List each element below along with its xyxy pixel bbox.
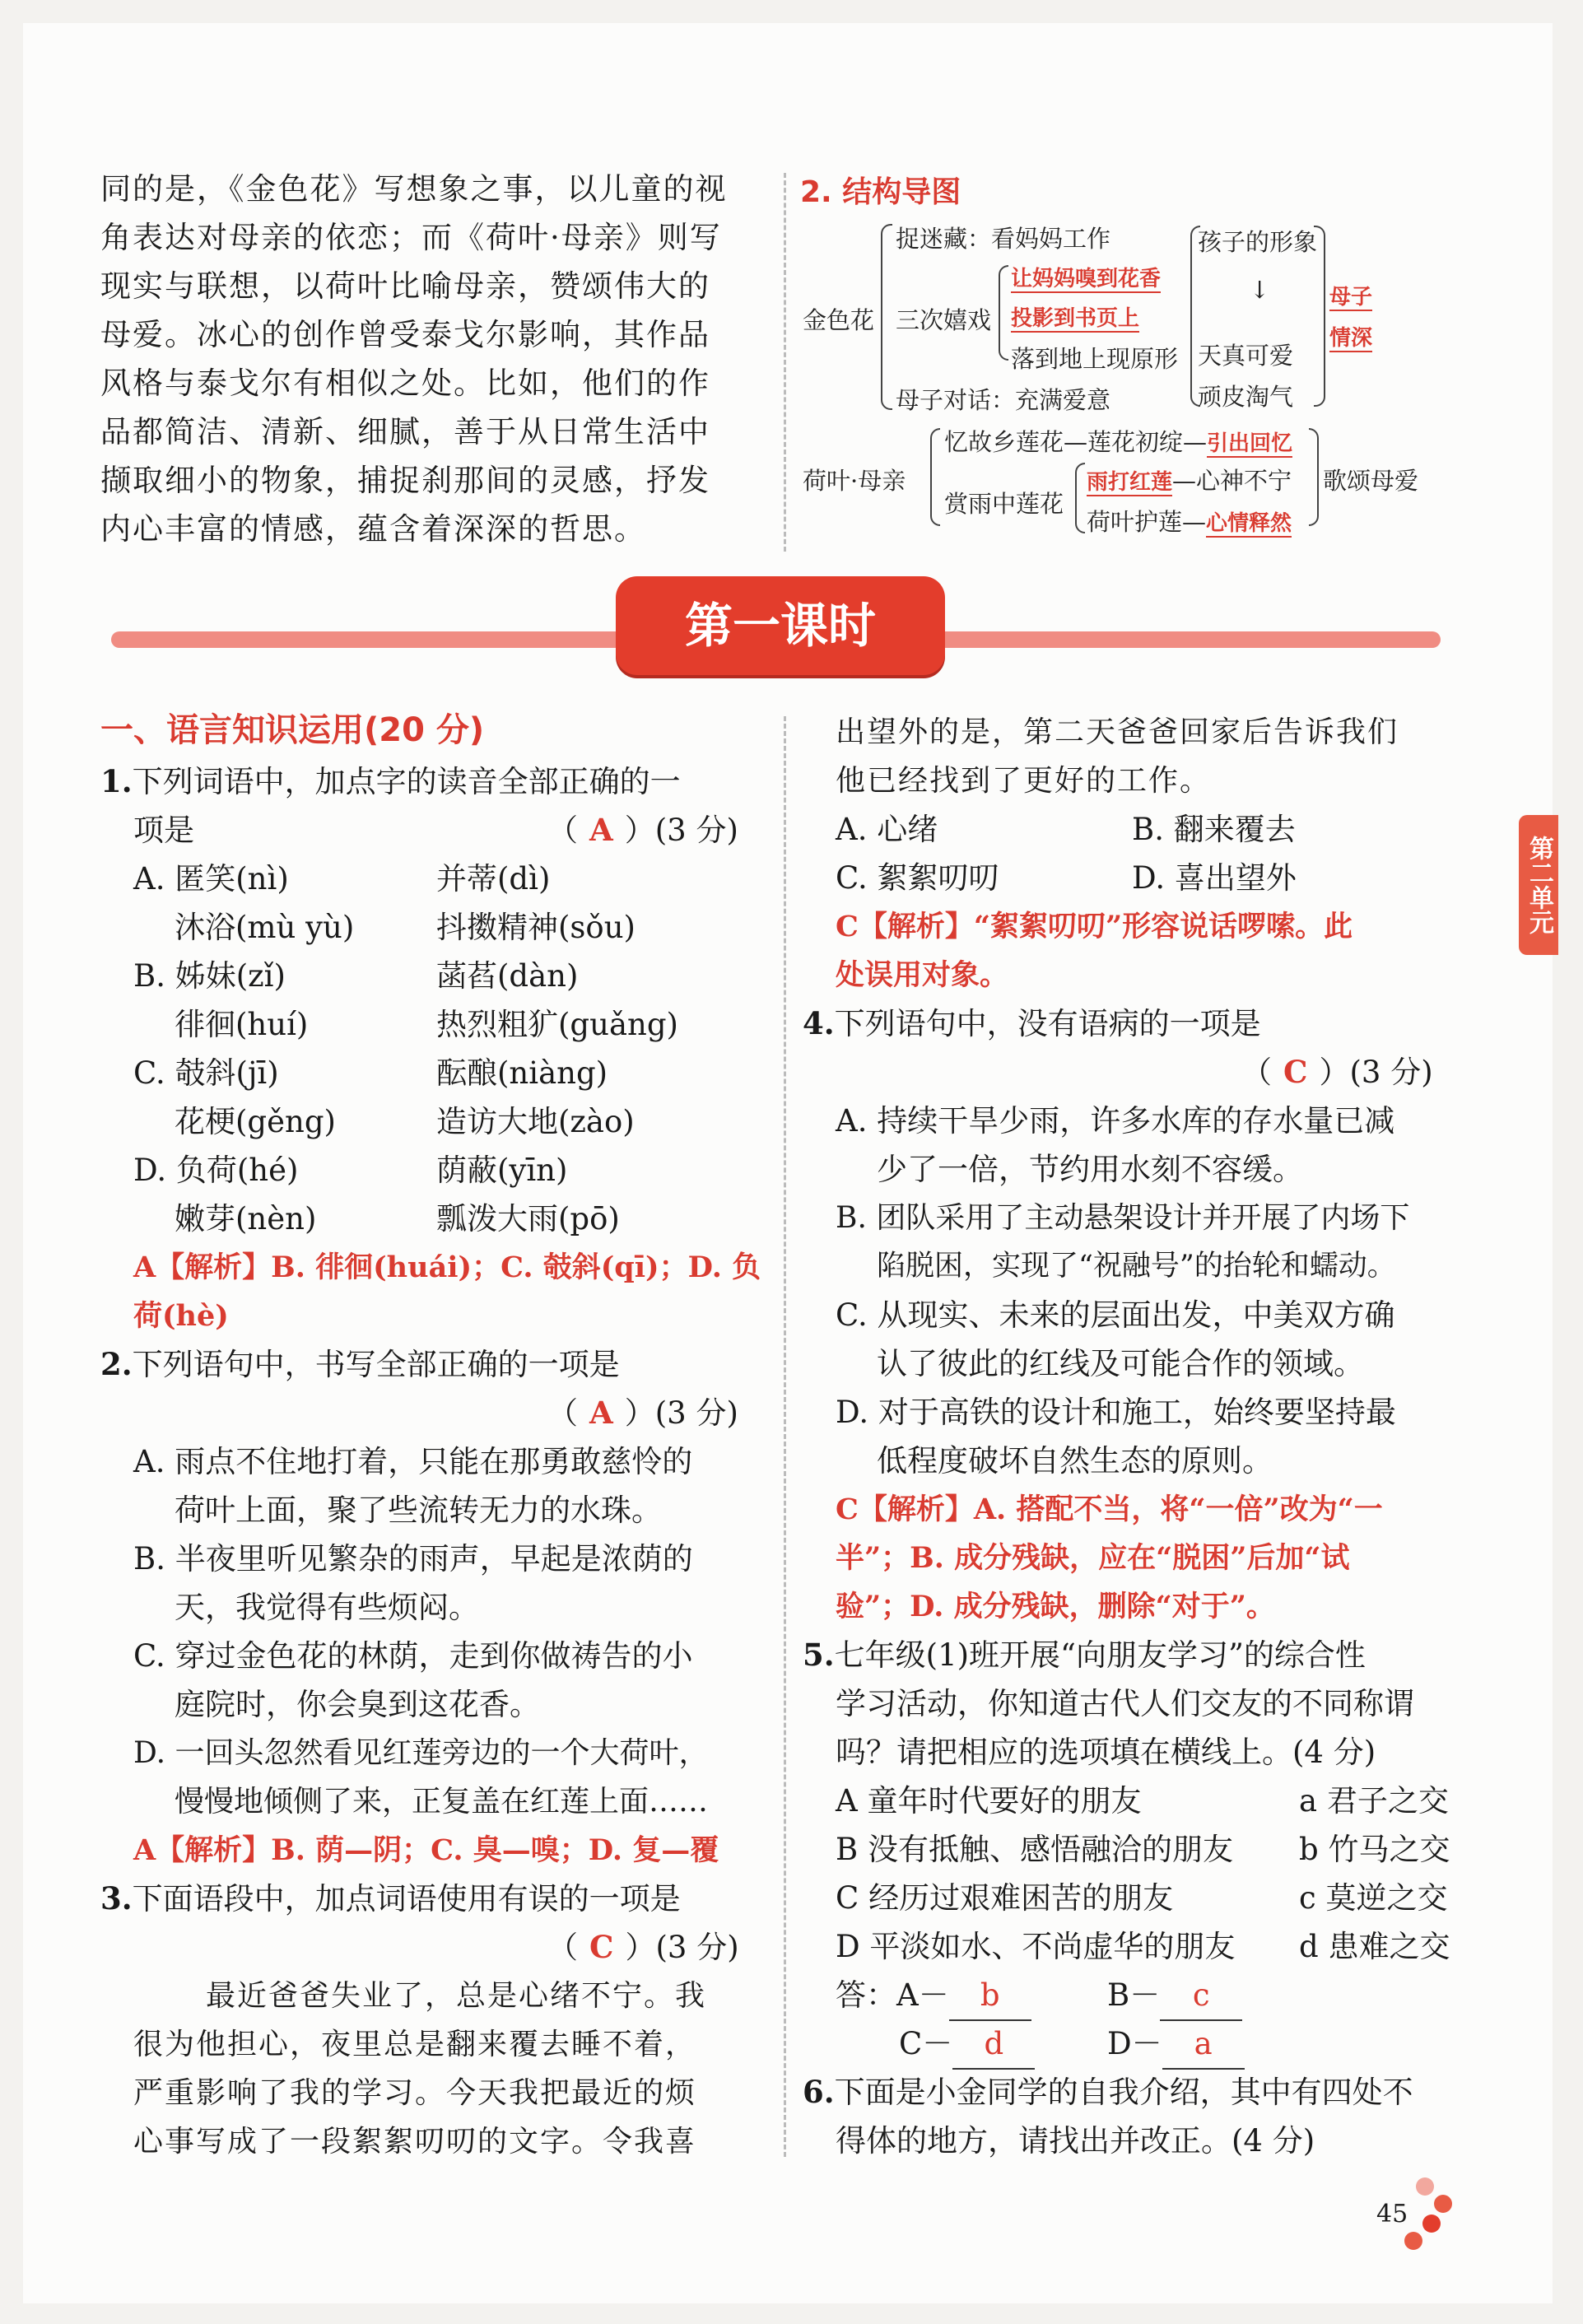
- option: 酝酿(niàng): [436, 1055, 608, 1091]
- passage-line: 最近爸爸失业了，总是心绪不宁。我: [206, 1979, 707, 2013]
- option: 慢慢地倾侧了来，正复盖在红莲上面……: [175, 1785, 709, 1819]
- answer-slot: （ A ）(3 分): [547, 1395, 738, 1431]
- intro-line: 同的是，《金色花》写想象之事，以儿童的视: [100, 171, 728, 207]
- question-stem: 1.下列词语中，加点字的读音全部正确的一: [100, 763, 681, 799]
- map-jinse: 金色花: [803, 306, 875, 334]
- match-left: D 平淡如水、不尚虚华的朋友: [836, 1929, 1236, 1964]
- match-right: c 莫逆之交: [1299, 1880, 1448, 1916]
- intro-line: 撷取细小的物象，捕捉刹那间的灵感，抒发: [100, 463, 710, 498]
- intro-line: 角表达对母亲的依恋；而《荷叶·母亲》则写: [100, 220, 722, 255]
- option: B. 姊妹(zǐ): [133, 958, 286, 994]
- match-left: B 没有抵触、感悟融洽的朋友: [836, 1832, 1233, 1867]
- intro-line: 风格与泰戈尔有相似之处。比如，他们的作: [100, 366, 710, 401]
- option: 认了彼此的红线及可能合作的领域。: [877, 1346, 1364, 1381]
- option: 荫蔽(yīn): [436, 1153, 568, 1188]
- answer-slot: （ C ）(3 分): [1241, 1054, 1433, 1090]
- question-stem: 6.下面是小金同学的自我介绍，其中有四处不: [803, 2074, 1413, 2110]
- map-child: 孩子的形象: [1198, 228, 1318, 256]
- map-s2: 投影到书页上: [1011, 306, 1140, 331]
- option: B. 翻来覆去: [1132, 812, 1296, 847]
- answer-blank: b: [949, 1971, 1031, 2021]
- answer-blank: a: [1162, 2019, 1245, 2070]
- brace: [1314, 226, 1325, 407]
- option: C. 攲斜(jī): [133, 1055, 279, 1091]
- map-h1: 忆故乡莲花—莲花初绽—引出回忆: [944, 428, 1293, 456]
- option: 低程度破坏自然生态的原则。: [877, 1443, 1273, 1479]
- question-stem: 5.七年级(1)班开展“向朋友学习”的综合性: [803, 1637, 1366, 1673]
- explanation: 荷(hè): [133, 1299, 229, 1333]
- explanation: 处误用对象。: [836, 958, 1009, 992]
- column-divider: [784, 716, 786, 2157]
- passage-line: 严重影响了我的学习。今天我把最近的烦: [133, 2076, 697, 2110]
- option: 徘徊(huí): [175, 1007, 309, 1042]
- option: D. 一回头忽然看见红莲旁边的一个大荷叶，: [133, 1736, 709, 1770]
- match-left: A 童年时代要好的朋友: [836, 1783, 1142, 1819]
- answer-row: B－ c: [1107, 1971, 1242, 2021]
- passage-line: 他已经找到了更好的工作。: [836, 764, 1212, 798]
- map-muzi2: 情深: [1329, 326, 1373, 351]
- map-row3: 母子对话：充满爱意: [896, 386, 1111, 414]
- map-h3: 荷叶护莲—心情释然: [1087, 508, 1292, 536]
- option: D. 喜出望外: [1132, 860, 1297, 896]
- question-stem: 吗？请把相应的选项填在横线上。(4 分): [836, 1735, 1376, 1770]
- map-muzi1: 母子: [1329, 285, 1373, 310]
- lesson-banner: 第一课时: [616, 576, 945, 675]
- option: C. 絮絮叨叨: [836, 860, 999, 896]
- option: D. 负荷(hé): [133, 1153, 299, 1188]
- match-right: b 竹马之交: [1299, 1832, 1450, 1867]
- explanation: A【解析】B. 荫—阴；C. 臭—嗅；D. 复—覆: [133, 1833, 719, 1867]
- option: 少了一倍，节约用水刻不容缓。: [877, 1152, 1303, 1187]
- option: D. 对于高铁的设计和施工，始终要坚持最: [836, 1395, 1396, 1430]
- option: 瓢泼大雨(pō): [436, 1201, 620, 1237]
- intro-line: 现实与联想，以荷叶比喻母亲，赞颂伟大的: [100, 268, 710, 304]
- match-right: d 患难之交: [1299, 1929, 1450, 1964]
- hexagon-decoration-icon: [1434, 2195, 1452, 2213]
- match-left: C 经历过艰难困苦的朋友: [836, 1880, 1174, 1916]
- map-gesong: 歌颂母爱: [1323, 467, 1419, 495]
- option: A. 持续干旱少雨，许多水库的存水量已减: [836, 1103, 1395, 1139]
- map-title: 2. 结构导图: [800, 175, 961, 209]
- question-stem: 得体的地方，请找出并改正。(4 分): [836, 2123, 1315, 2159]
- explanation: 半”；B. 成分残缺，应在“脱困”后加“试: [836, 1541, 1350, 1575]
- column-divider: [784, 173, 786, 552]
- option: B. 半夜里听见繁杂的雨声，早起是浓荫的: [133, 1541, 693, 1577]
- answer-slot: （ C ）(3 分): [547, 1929, 739, 1965]
- explanation: C【解析】“絮絮叨叨”形容说话啰嗦。此: [836, 910, 1353, 943]
- intro-line: 品都简洁、清新、细腻，善于从日常生活中: [100, 414, 710, 449]
- brace: [999, 265, 1008, 361]
- map-h2: 雨打红莲—心神不宁: [1087, 467, 1292, 495]
- option: 菡萏(dàn): [436, 958, 579, 994]
- option: 天，我觉得有些烦闷。: [175, 1590, 479, 1625]
- question-stem: 2.下列语句中，书写全部正确的一项是: [100, 1346, 620, 1382]
- brace: [1075, 463, 1085, 533]
- option: 庭院时，你会臭到这花香。: [175, 1687, 540, 1722]
- brace: [881, 224, 892, 410]
- passage-line: 心事写成了一段絮絮叨叨的文字。令我喜: [133, 2125, 697, 2159]
- hexagon-decoration-icon: [1404, 2232, 1422, 2250]
- answer-slot: （ A ）(3 分): [547, 812, 738, 848]
- option: 荷叶上面，聚了些流转无力的水珠。: [175, 1493, 662, 1528]
- option: 沐浴(mù yù): [175, 910, 355, 945]
- intro-line: 内心丰富的情感，蕴含着深深的哲思。: [100, 511, 646, 547]
- map-sanci: 三次嬉戏: [896, 306, 992, 334]
- brace: [930, 428, 940, 526]
- map-row1: 捉迷藏：看妈妈工作: [896, 225, 1111, 253]
- explanation: 验”；D. 成分残缺，删除“对于”。: [836, 1590, 1275, 1623]
- option: A. 匿笑(nì): [133, 861, 289, 897]
- answer-row: 答：A－ b: [836, 1971, 1031, 2021]
- map-s3: 落到地上现原形: [1011, 345, 1179, 373]
- option: A. 心绪: [836, 812, 938, 847]
- question-stem: 项是: [133, 813, 194, 848]
- map-s1: 让妈妈嗅到花香: [1011, 267, 1162, 291]
- option: B. 团队采用了主动悬架设计并开展了内场下: [836, 1201, 1410, 1235]
- side-tab: 第二单元: [1519, 815, 1558, 955]
- page-number: 45: [1376, 2200, 1408, 2229]
- map-t1: 天真可爱: [1198, 342, 1294, 370]
- explanation: A【解析】B. 徘徊(huái)；C. 攲斜(qī)；D. 负: [133, 1250, 761, 1284]
- section-title: 一、语言知识运用(20 分): [100, 711, 485, 749]
- option: A. 雨点不住地打着，只能在那勇敢慈怜的: [133, 1444, 693, 1479]
- passage-line: 很为他担心，夜里总是翻来覆去睡不着，: [133, 2028, 697, 2061]
- question-stem: 4.下列语句中，没有语病的一项是: [803, 1005, 1261, 1041]
- option: 热烈粗犷(guǎng): [436, 1007, 678, 1042]
- question-stem: 3.下面语段中，加点词语使用有误的一项是: [100, 1880, 681, 1916]
- hexagon-decoration-icon: [1422, 2215, 1441, 2233]
- match-right: a 君子之交: [1299, 1783, 1449, 1819]
- arrow-down-icon: ↓: [1250, 276, 1270, 304]
- map-heye: 荷叶·母亲: [803, 467, 906, 495]
- option: 并蒂(dì): [436, 861, 551, 897]
- option: 花梗(gěng): [175, 1104, 336, 1139]
- answer-blank: c: [1160, 1971, 1242, 2021]
- answer-row: C－ d: [899, 2019, 1035, 2070]
- option: C. 从现实、未来的层面出发，中美双方确: [836, 1297, 1395, 1333]
- option: 抖擞精神(sǒu): [436, 910, 636, 945]
- intro-line: 母爱。冰心的创作曾受泰戈尔影响，其作品: [100, 317, 710, 352]
- explanation: C【解析】A. 搭配不当，将“一倍”改为“一: [836, 1493, 1383, 1526]
- option: 嫩芽(nèn): [175, 1201, 317, 1237]
- option: C. 穿过金色花的林荫，走到你做祷告的小: [133, 1638, 693, 1674]
- hexagon-decoration-icon: [1416, 2177, 1434, 2196]
- answer-blank: d: [952, 2019, 1035, 2070]
- map-shang: 赏雨中莲花: [944, 490, 1064, 518]
- option: 造访大地(zào): [436, 1104, 635, 1139]
- question-stem: 学习活动，你知道古代人们交友的不同称谓: [836, 1686, 1414, 1721]
- answer-row: D－ a: [1107, 2019, 1245, 2070]
- option: 陷脱困，实现了“祝融号”的抬轮和蠕动。: [877, 1250, 1396, 1283]
- brace: [1309, 428, 1319, 526]
- passage-line: 出望外的是，第二天爸爸回家后告诉我们: [836, 715, 1399, 749]
- map-t2: 顽皮淘气: [1198, 383, 1294, 411]
